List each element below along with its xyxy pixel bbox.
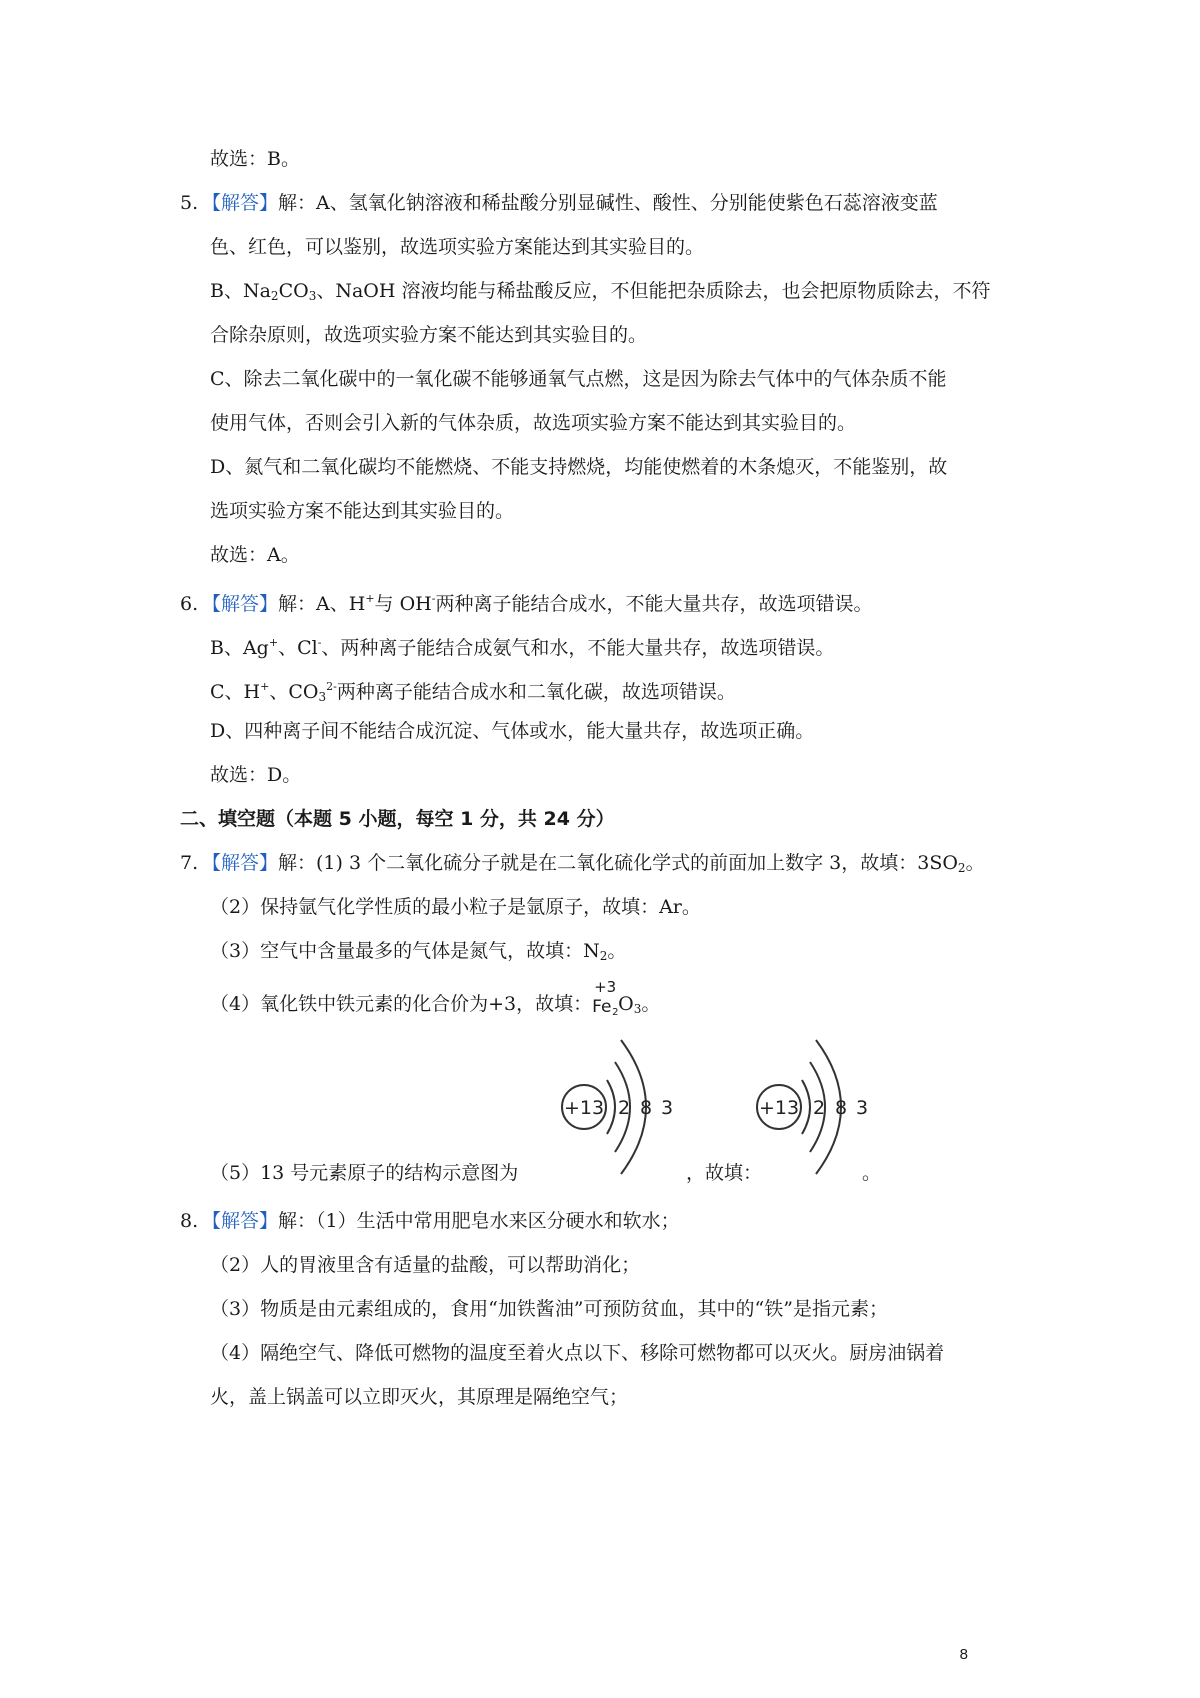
q8-line-1: 8. 【解答】解：（1）生活中常用肥皂水来区分硬水和软水；: [180, 1210, 680, 1232]
q5-line-1: 5. 【解答】解：A、氢氧化钠溶液和稀盐酸分别显碱性、酸性、分别能使紫色石蕊溶液变蓝: [180, 192, 938, 214]
shell-1-label: 2: [618, 1097, 631, 1119]
q4-answer: 故选：B。: [210, 148, 300, 170]
shell-3-label: 3: [661, 1097, 674, 1119]
q7-line-1: 7. 【解答】解：(1) 3 个二氧化硫分子就是在二氧化硫化学式的前面加上数字 3，故填：$3SO_2$。: [180, 852, 985, 875]
q5-line-4: 合除杂原则，故选项实验方案不能达到其实验目的。: [210, 324, 648, 346]
q6-line-3: C、H+、$CO_3^{2-}$两种离子能结合成水和二氧化碳，故选项错误。: [210, 680, 736, 704]
q7-line-5-pre: （5）13 号元素原子的结构示意图为: [210, 1162, 519, 1184]
q5-line-3: B、$Na_2CO_3$、NaOH 溶液均能与稀盐酸反应，不但能把杂质除去，也会把原物质除去，不符: [210, 280, 991, 303]
answer-tag: 【解答】: [202, 192, 279, 214]
q5-line-7: D、氮气和二氧化碳均不能燃烧、不能支持燃烧，均能使燃着的木条熄灭，不能鉴别，故: [210, 456, 948, 478]
answer-tag: 【解答】: [202, 852, 279, 874]
q7-line-2: （2）保持氩气化学性质的最小粒子是氩原子，故填：Ar。: [210, 896, 701, 918]
q5-line-8: 选项实验方案不能达到其实验目的。: [210, 500, 515, 522]
nucleus-label: +13: [563, 1097, 605, 1119]
atom-structure-diagram-1: [555, 1032, 685, 1184]
q5-answer: 故选：A。: [210, 544, 300, 566]
q5-line-5: C、除去二氧化碳中的一氧化碳不能够通氧气点燃，这是因为除去气体中的气体杂质不能: [210, 368, 947, 390]
q6-line-1: 6. 【解答】解：A、H+与 OH-两种离子能结合成水，不能大量共存，故选项错误。: [180, 592, 873, 615]
answer-tag: 【解答】: [202, 593, 279, 615]
nucleus-label: +13: [758, 1097, 800, 1119]
shell-3-label: 3: [856, 1097, 869, 1119]
q7-line-5-mid: ，故填：: [686, 1162, 763, 1184]
answer-tag: 【解答】: [202, 1210, 279, 1232]
q5-line-6: 使用气体，否则会引入新的气体杂质，故选项实验方案不能达到其实验目的。: [210, 412, 857, 434]
q6-answer: 故选：D。: [210, 764, 302, 786]
q5-line-2: 色、红色，可以鉴别，故选项实验方案能达到其实验目的。: [210, 236, 705, 258]
q7-line-3: （3）空气中含量最多的气体是氮气，故填：$N_2$。: [210, 940, 627, 963]
q6-line-4: D、四种离子间不能结合成沉淀、气体或水，能大量共存，故选项正确。: [210, 720, 815, 742]
page-number: 8: [959, 1646, 968, 1663]
valence-notation: +3 Fe 2: [592, 978, 619, 1018]
shell-2-label: 8: [640, 1097, 653, 1119]
q6-line-2: B、Ag+、Cl-、两种离子能结合成氨气和水，不能大量共存，故选项错误。: [210, 636, 835, 659]
section-heading: 二、填空题（本题 5 小题，每空 1 分，共 24 分）: [180, 808, 615, 830]
q8-line-4: （4）隔绝空气、降低可燃物的温度至着火点以下、移除可燃物都可以灭火。厨房油锅着: [210, 1342, 945, 1364]
atom-structure-diagram-2: [750, 1032, 880, 1184]
q8-line-3: （3）物质是由元素组成的，食用“加铁酱油”可预防贫血，其中的“铁”是指元素；: [210, 1298, 888, 1320]
q7-line-4: （4）氧化铁中铁元素的化合价为+3，故填： +3 Fe 2 $O_3$。: [210, 978, 661, 1018]
shell-2-label: 8: [835, 1097, 848, 1119]
q7-line-5-end: 。: [862, 1162, 882, 1184]
q8-line-5: 火，盖上锅盖可以立即灭火，其原理是隔绝空气；: [210, 1386, 629, 1408]
shell-1-label: 2: [813, 1097, 826, 1119]
q8-line-2: （2）人的胃液里含有适量的盐酸，可以帮助消化；: [210, 1254, 641, 1276]
